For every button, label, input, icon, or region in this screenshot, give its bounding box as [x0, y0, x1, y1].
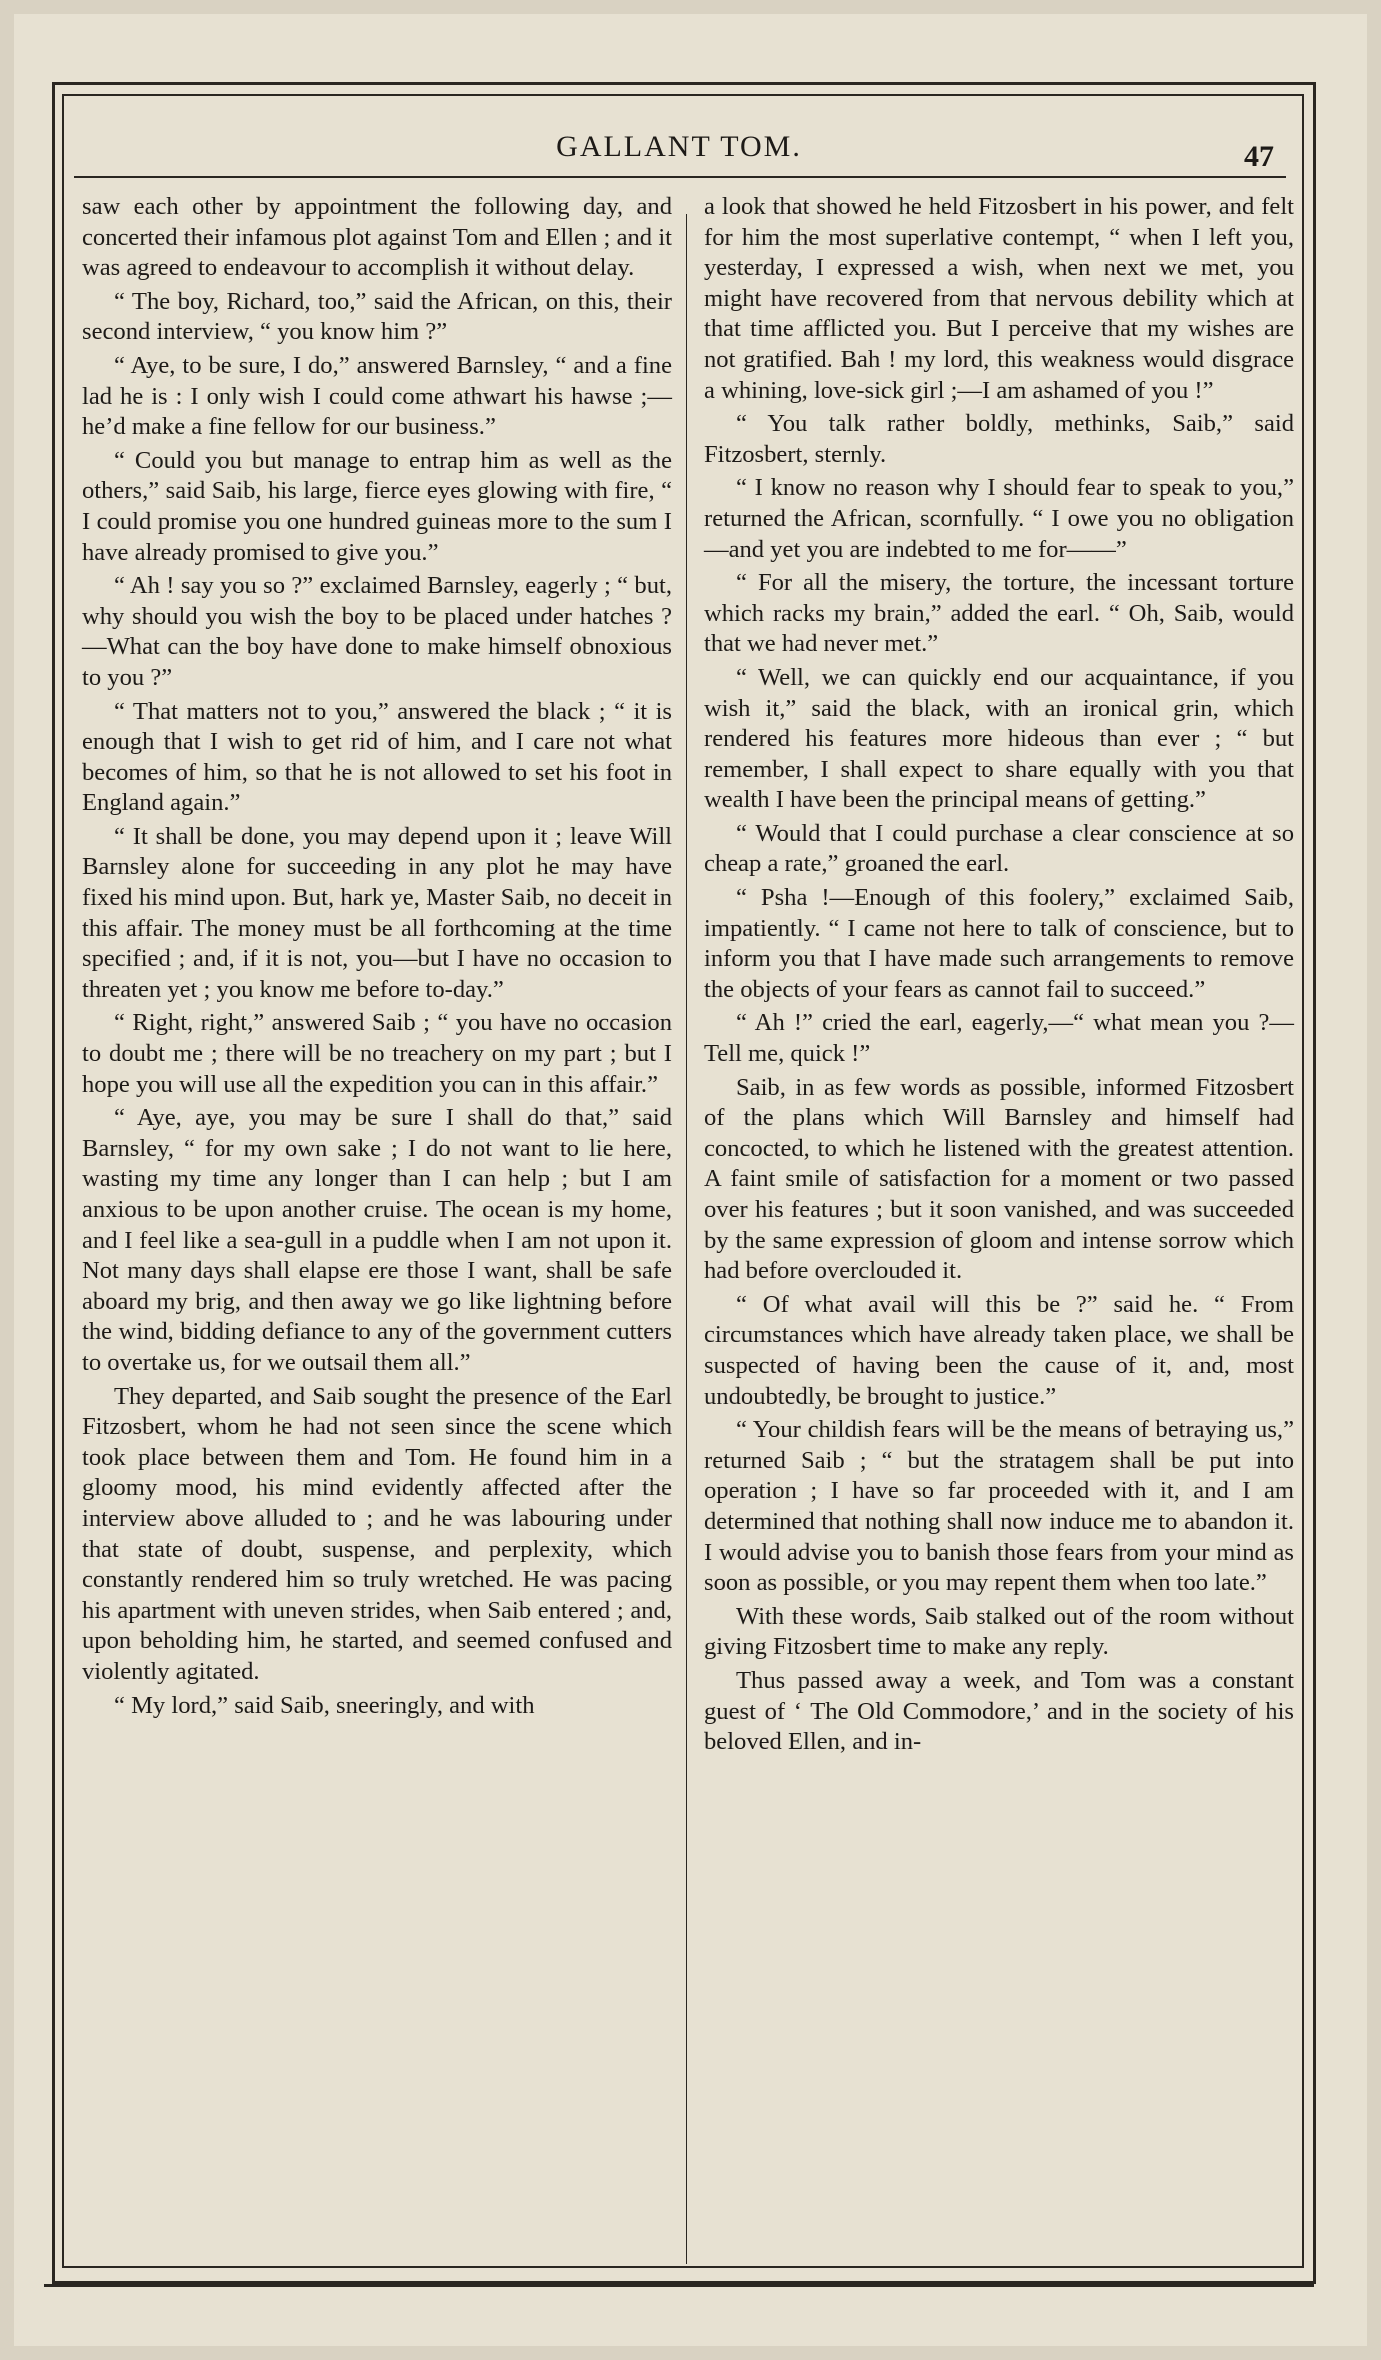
- paragraph: “ Psha !—Enough of this foolery,” exclaimed Saib, impatiently. “ I came not here to talk of conscience, but to inform you that I have made such arrangements to remove the objects of your fears as cannot fail to succeed.”: [704, 884, 1294, 1003]
- paragraph: saw each other by appointment the following day, and concerted their infamous plot against Tom and Ellen ; and it was agreed to endeavour to accomplish it without delay.: [82, 193, 672, 282]
- running-title: GALLANT TOM.: [556, 130, 802, 163]
- paragraph: “ Ah ! say you so ?” exclaimed Barnsley, eagerly ; “ but, why should you wish the boy to be placed under hatches ?—What can the boy have done to make himself obnoxious to you ?”: [82, 572, 672, 691]
- paragraph: “ Aye, to be sure, I do,” answered Barnsley, “ and a fine lad he is : I only wish I could come athwart his hawse ;—he’d make a fine fellow for our business.”: [82, 351, 672, 441]
- paragraph: “ That matters not to you,” answered the black ; “ it is enough that I wish to get rid of him, and I care not what becomes of him, so that he is not allowed to set his foot in England again.”: [82, 697, 672, 817]
- paragraph: “ Would that I could purchase a clear conscience at so cheap a rate,” groaned the earl.: [704, 819, 1294, 878]
- paragraph: “ Ah !” cried the earl, eagerly,—“ what mean you ?—Tell me, quick !”: [704, 1009, 1294, 1068]
- bottom-rule: [44, 2284, 1314, 2287]
- paragraph: Saib, in as few words as possible, informed Fitzosbert of the plans which Will Barnsley and himself had concocted, to which he listened with the greatest attention. A faint smile of satisfaction for a moment or two passed over his features ; but it soon vanished, and was succeeded by the same expression of gloom and intense sorrow which had before overclouded it.: [704, 1073, 1294, 1285]
- page-header: [74, 126, 1284, 174]
- paragraph: a look that showed he held Fitzosbert in his power, and felt for him the most superlative contempt, “ when I left you, yesterday, I expressed a wish, when next we met, you might have recovered from that nervous debility which at that time afflicted you. But I perceive that my wishes are not gratified. Bah ! my lord, this weakness would disgrace a whining, love-sick girl ;—I am ashamed of you !”: [704, 193, 1294, 404]
- column-divider: [686, 214, 687, 2264]
- left-column: [82, 192, 672, 1724]
- paragraph: “ Aye, aye, you may be sure I shall do that,” said Barnsley, “ for my own sake ; I do not want to lie here, wasting my time any longer than I can help ; but I am anxious to be upon another cruise. The ocean is my home, and I feel like a sea-gull in a puddle when I am not upon it. Not many days shall elapse ere those I want, shall be safe aboard my brig, and then away we go like lightning before the wind, bidding defiance to any of the government cutters to overtake us, for we outsail them all.”: [82, 1104, 672, 1376]
- paragraph: “ Of what avail will this be ?” said he. “ From circumstances which have already taken place, we shall be suspected of having been the cause of it, and, most undoubtedly, be brought to justice.”: [704, 1290, 1294, 1410]
- paragraph: “ I know no reason why I should fear to speak to you,” returned the African, scornfully. “ I owe you no obligation—and yet you are indebted to me for——”: [704, 474, 1294, 563]
- book-page: [14, 14, 1367, 2346]
- header-rule: [74, 176, 1286, 178]
- paragraph: “ For all the misery, the torture, the incessant torture which racks my brain,” added the earl. “ Oh, Saib, would that we had never met.”: [704, 569, 1294, 658]
- paragraph: “ It shall be done, you may depend upon it ; leave Will Barnsley alone for succeeding in any plot he may have fixed his mind upon. But, hark ye, Master Saib, no deceit in this affair. The money must be all forthcoming at the time specified ; and, if it is not, you—but I have no occasion to threaten yet ; you know me before to-day.”: [82, 822, 672, 1003]
- right-column: [704, 192, 1294, 1761]
- paragraph: “ My lord,” said Saib, sneeringly, and with: [114, 1691, 535, 1719]
- paragraph: “ Could you but manage to entrap him as well as the others,” said Saib, his large, fierce eyes glowing with fire, “ I could promise you one hundred guineas more to the sum I have already promised to give you.”: [82, 446, 672, 566]
- paragraph: They departed, and Saib sought the presence of the Earl Fitzosbert, whom he had not seen since the scene which took place between them and Tom. He found him in a gloomy mood, his mind evidently affected after the interview above alluded to ; and he was labouring under that state of doubt, suspense, and perplexity, which constantly rendered him so truly wretched. He was pacing his apartment with uneven strides, when Saib entered ; and, upon beholding him, he started, and seemed confused and violently agitated.: [82, 1382, 672, 1685]
- paragraph: “ You talk rather boldly, methinks, Saib,” said Fitzosbert, sternly.: [704, 410, 1294, 468]
- paragraph: With these words, Saib stalked out of the room without giving Fitzosbert time to make any reply.: [704, 1602, 1294, 1661]
- paragraph: “ Right, right,” answered Saib ; “ you have no occasion to doubt me ; there will be no treachery on my part ; but I hope you will use all the expedition you can in this affair.”: [82, 1009, 672, 1098]
- paragraph: “ Your childish fears will be the means of betraying us,” returned Saib ; “ but the stratagem shall be put into operation ; I have so far proceeded with it, and I am determined that nothing shall now induce me to abandon it. I would advise you to banish those fears from your mind as soon as possible, or you may repent them when too late.”: [704, 1416, 1294, 1597]
- paragraph: Thus passed away a week, and Tom was a constant guest of ‘ The Old Commodore,’ and in the society of his beloved Ellen, and in-: [704, 1666, 1294, 1756]
- paragraph: “ The boy, Richard, too,” said the African, on this, their second interview, “ you know him ?”: [82, 287, 672, 346]
- page-number: 47: [1244, 140, 1274, 173]
- paragraph: “ Well, we can quickly end our acquaintance, if you wish it,” said the black, with an ironical grin, which rendered his features more hideous than ever ; “ but remember, I shall expect to share equally with you that wealth I have been the principal means of getting.”: [704, 663, 1294, 814]
